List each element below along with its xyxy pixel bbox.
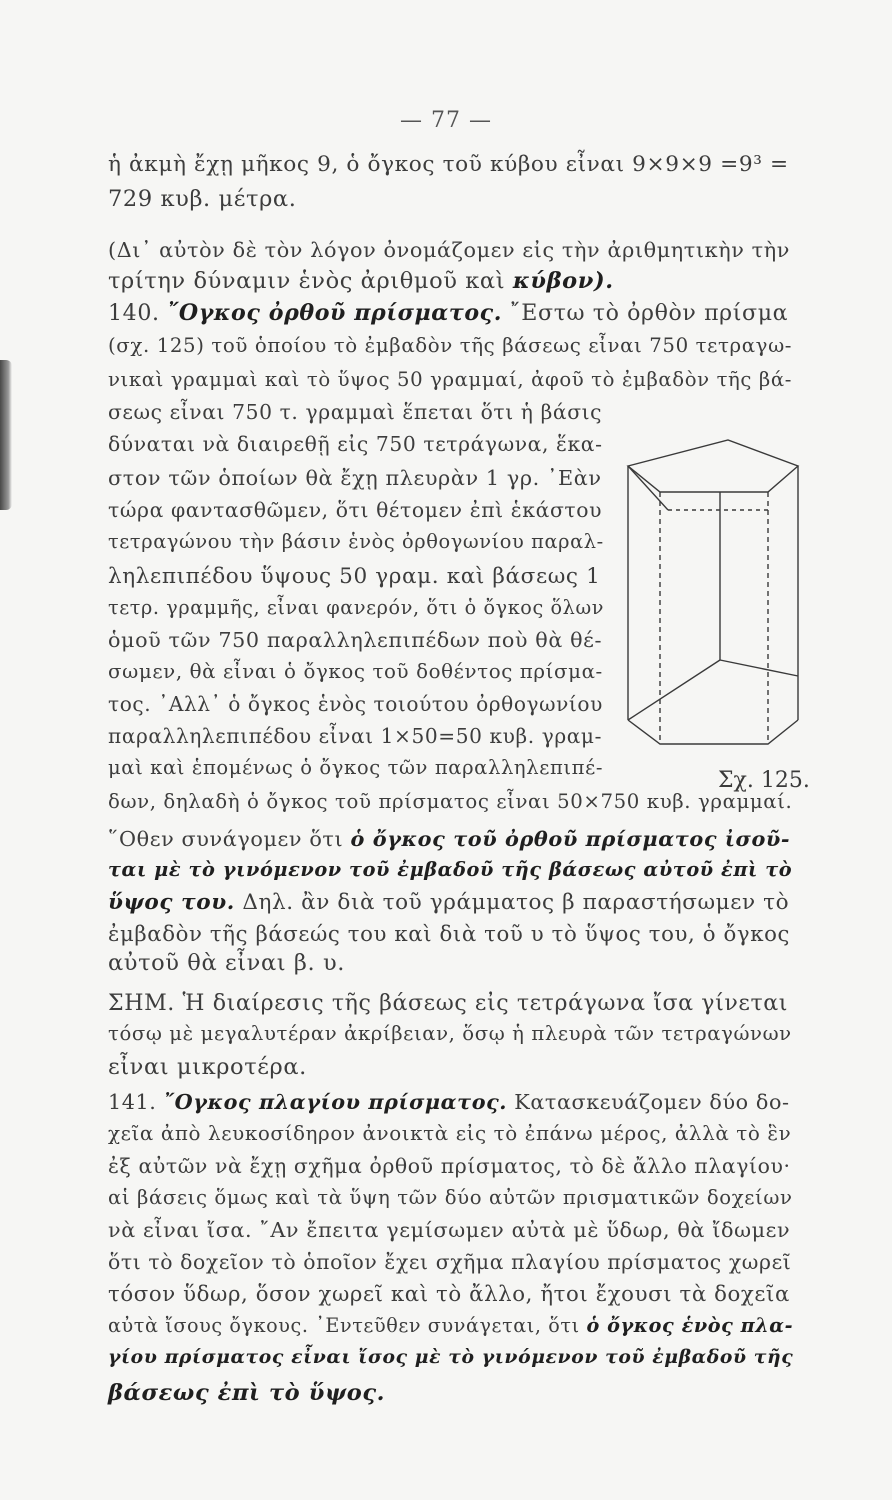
text-segment: νὰ εἶναι ἴσα. ῎Αν ἔπειτα γεμίσωμεν αὐτὰ μὲ ὕδωρ, θὰ ἴδωμεν — [108, 1218, 791, 1242]
text-line — [108, 790, 792, 813]
text-segment: ἐξ αὐτῶν νὰ ἔχῃ σχῆμα ὀρθοῦ πρίσματος, τὸ δὲ ἄλλο πλαγίου· — [108, 1154, 791, 1178]
text-segment: τρίτην δύναμιν ἑνὸς ἀριθμοῦ καὶ — [108, 268, 513, 294]
text-line — [108, 268, 614, 294]
page-number: — 77 — — [400, 108, 492, 133]
text-segment: εἶναι μικροτέρα. — [108, 1054, 307, 1080]
text-segment: τόσῳ μὲ μεγαλυτέραν ἀκρίβειαν, ὅσῳ ἡ πλευρὰ τῶν τετραγώνων — [108, 1022, 792, 1045]
text-segment: παραλληλεπιπέδου εἶναι 1×50=50 κυβ. γραμ- — [108, 724, 602, 748]
text-line — [108, 1090, 790, 1114]
text-line — [108, 400, 602, 424]
text-line — [108, 300, 788, 326]
text-segment: (Δι᾽ αὐτὸν δὲ τὸν λόγον ὀνομάζομεν εἰς τὴν ἀριθμητικὴν τὴν — [108, 238, 790, 262]
text-line — [108, 826, 790, 851]
text-line — [108, 1022, 792, 1045]
text-segment: μαὶ καὶ ἑπομένως ὁ ὄγκος τῶν παραλληλεπιπέ- — [108, 756, 604, 779]
text-line — [108, 692, 603, 716]
text-segment: δων, δηλαδὴ ὁ ὄγκος τοῦ πρίσματος εἶναι 50×750 κυβ. γραμμαί. — [108, 790, 793, 813]
text-segment: νικαὶ γραμμαὶ καὶ τὸ ὕψος 50 γραμμαί, ἀφοῦ τὸ ἐμβαδὸν τῆς βά- — [108, 368, 792, 391]
text-segment: τώρα φαντασθῶμεν, ὅτι θέτομεν ἐπὶ ἑκάστου — [108, 498, 603, 522]
text-line — [108, 922, 790, 947]
text-segment: τόσον ὕδωρ, ὅσον χωρεῖ καὶ τὸ ἄλλο, ἤτοι ἔχουσι τὰ δοχεῖα — [108, 1282, 790, 1307]
emphasis-text: ὕψος του. — [108, 890, 235, 915]
text-line — [108, 498, 602, 522]
emphasis-text: βάσεως ἐπὶ τὸ ὕψος. — [108, 1380, 386, 1406]
text-segment: Δηλ. ἂν διὰ τοῦ γράμματος β παραστήσωμεν τὸ — [234, 890, 790, 915]
emphasis-text: κύβον). — [512, 268, 614, 294]
text-segment: ῎Εστω τὸ ὀρθὸν πρίσμα — [502, 300, 789, 326]
text-segment: αὐτοῦ θὰ εἶναι β. υ. — [108, 950, 346, 976]
text-line — [108, 1282, 790, 1307]
emphasis-text: ὁ ὄγκος τοῦ ὀρθοῦ πρίσματος ἰσοῦ- — [350, 826, 791, 851]
text-line — [108, 368, 792, 391]
text-line — [108, 950, 345, 976]
text-line — [108, 1218, 790, 1242]
text-segment: σεως εἶναι 750 τ. γραμμαὶ ἕπεται ὅτι ἡ βάσις — [108, 400, 603, 424]
text-segment: ὁμοῦ τῶν 750 παραλληλεπιπέδων ποὺ θὰ θέ- — [108, 628, 603, 652]
text-segment: ΣΗΜ. Ἡ διαίρεσις τῆς βάσεως εἰς τετράγωνα ἴσα γίνεται — [108, 990, 789, 1016]
text-line — [108, 432, 603, 456]
emphasis-text: ὁ ὄγκος ἑνὸς πλα- — [586, 1314, 794, 1337]
text-segment: τετραγώνου τὴν βάσιν ἑνὸς ὀρθογωνίου παραλ- — [108, 530, 604, 553]
text-segment: στον τῶν ὁποίων θὰ ἔχῃ πλευρὰν 1 γρ. ᾽Εὰν — [108, 466, 602, 490]
text-segment: τετρ. γραμμῆς, εἶναι φανερόν, ὅτι ὁ ὄγκος ὅλων — [108, 596, 604, 619]
text-segment: αἱ βάσεις ὅμως καὶ τὰ ὕψη τῶν δύο αὐτῶν πρισματικῶν δοχείων — [108, 1186, 793, 1209]
emphasis-text: ται μὲ τὸ γινόμενον τοῦ ἐμβαδοῦ τῆς βάσεως αὐτοῦ ἐπὶ τὸ — [108, 858, 793, 881]
text-segment: 140. — [108, 300, 168, 326]
text-line — [108, 660, 603, 683]
text-segment: ἡ ἀκμὴ ἔχῃ μῆκος 9, ὁ ὄγκος τοῦ κύβου εἶναι 9×9×9 =9³ = — [108, 152, 789, 177]
text-line — [108, 186, 296, 212]
text-segment: σωμεν, θὰ εἶναι ὁ ὄγκος τοῦ δοθέντος πρίσμα- — [108, 660, 603, 683]
text-line — [108, 1154, 791, 1178]
text-segment: ῞Οθεν συνάγομεν ὅτι — [108, 827, 351, 851]
text-line — [108, 858, 792, 881]
text-line — [108, 334, 792, 357]
text-line — [108, 1122, 791, 1145]
text-line — [108, 530, 604, 553]
prism-figure-icon — [600, 430, 810, 750]
text-line — [108, 596, 604, 619]
text-segment: (σχ. 125) τοῦ ὁποίου τὸ ἐμβαδὸν τῆς βάσεως εἶναι 750 τετραγω- — [108, 334, 793, 357]
text-line — [108, 238, 790, 262]
text-segment: ληλεπιπέδου ὕψους 50 γραμ. καὶ βάσεως 1 — [108, 564, 601, 589]
emphasis-text: γίου πρίσματος εἶναι ἴσος μὲ τὸ γινόμενον τοῦ ἐμβαδοῦ τῆς — [108, 1346, 794, 1368]
figure-caption: Σχ. 125. — [718, 768, 810, 793]
text-segment: Κατασκευάζομεν δύο δο- — [507, 1090, 790, 1114]
text-segment: αὐτὰ ἴσους ὄγκους. ᾽Εντεῦθεν συνάγεται, ὅτι — [108, 1314, 587, 1337]
text-line — [108, 1186, 793, 1209]
text-segment: χεῖα ἀπὸ λευκοσίδηρον ἀνοικτὰ εἰς τὸ ἐπάνω μέρος, ἀλλὰ τὸ ἓν — [108, 1122, 792, 1145]
text-line — [108, 890, 789, 915]
text-line — [108, 724, 602, 748]
binding-shadow — [0, 360, 12, 510]
emphasis-text: ῎Ογκος ὀρθοῦ πρίσματος. — [167, 300, 503, 326]
text-line — [108, 1054, 307, 1080]
text-segment: ὅτι τὸ δοχεῖον τὸ ὁποῖον ἔχει σχῆμα πλαγίου πρίσματος χωρεῖ — [108, 1250, 792, 1274]
text-segment: δύναται νὰ διαιρεθῇ εἰς 750 τετράγωνα, ἕκα- — [108, 432, 603, 456]
text-line — [108, 1346, 793, 1368]
text-line — [108, 1314, 793, 1337]
text-line — [108, 466, 602, 490]
text-line — [108, 1250, 791, 1274]
text-segment: 141. — [108, 1090, 164, 1114]
text-line — [108, 990, 788, 1016]
emphasis-text: ῎Ογκος πλαγίου πρίσματος. — [163, 1090, 508, 1114]
text-segment: ἐμβαδὸν τῆς βάσεώς του καὶ διὰ τοῦ υ τὸ ὕψος του, ὁ ὄγκος — [108, 922, 790, 947]
text-line — [108, 564, 600, 589]
text-line — [108, 628, 602, 652]
text-line — [108, 756, 603, 779]
text-segment: τος. ᾽Αλλ᾽ ὁ ὄγκος ἑνὸς τοιούτου ὀρθογωνίου — [108, 692, 603, 716]
text-line — [108, 1380, 385, 1406]
text-segment: 729 κυβ. μέτρα. — [108, 186, 297, 212]
text-line — [108, 152, 789, 177]
